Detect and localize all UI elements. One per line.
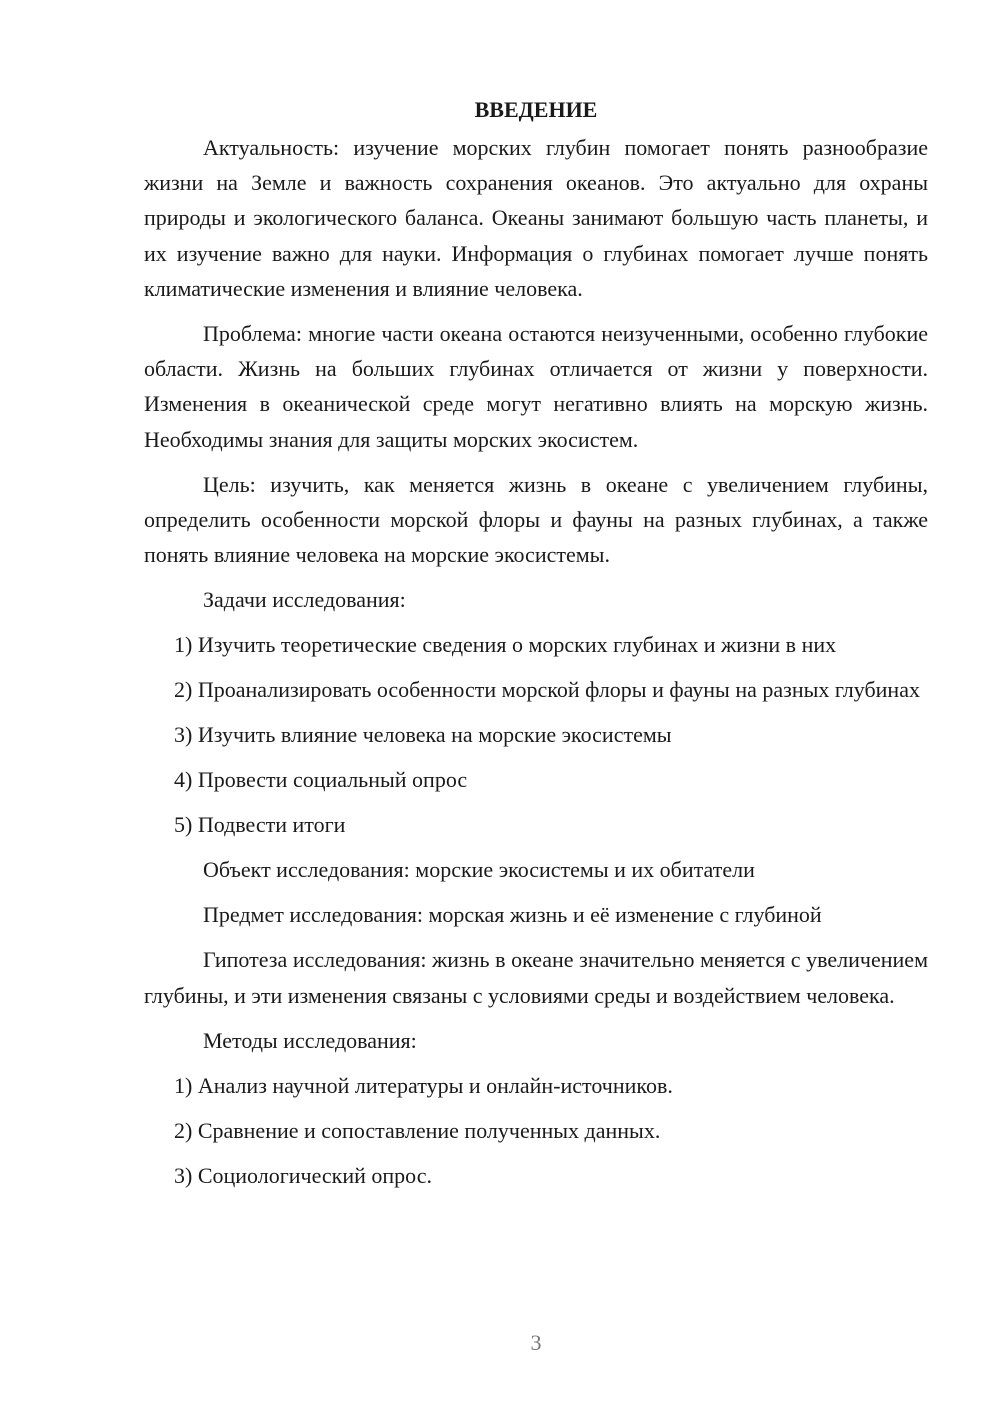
task-item: 3) Изучить влияние человека на морские экосистемы (174, 722, 672, 748)
problem-paragraph: Проблема: многие части океана остаются неизученными, особенно глубокие области. Жизнь на больших глубинах отличается от жизни у поверхности. Изменения в океанической среде могут негативно влиять на морскую жизнь. Необходимы знания для защиты морских экосистем. (144, 321, 928, 452)
goal-paragraph: Цель: изучить, как меняется жизнь в океане с увеличением глубины, определить особенности морской флоры и фауны на разных глубинах, а также понять влияние человека на морские экосистемы. (144, 471, 928, 568)
task-item: 5) Подвести итоги (174, 812, 346, 838)
page-heading: ВВЕДЕНИЕ (474, 97, 598, 122)
method-item: 1) Анализ научной литературы и онлайн-источников. (174, 1072, 673, 1098)
relevance-paragraph: Актуальность: изучение морских глубин помогает понять разнообразие жизни на Земле и важность сохранения океанов. Это актуально для охраны природы и экологического баланса. Океаны занимают большую часть планеты, и их изучение важно для науки. Информация о глубинах помогает лучше понять климатические изменения и влияние человека. (144, 135, 928, 301)
method-item: 3) Социологический опрос. (174, 1162, 432, 1188)
document-page (144, 92, 928, 1203)
task-item: 2) Проанализировать особенности морской флоры и фауны на разных глубинах (174, 677, 920, 703)
page-number: 3 (530, 1330, 542, 1355)
tasks-title: Задачи исследования: (203, 587, 406, 613)
object-line: Объект исследования: морские экосистемы и их обитатели (203, 857, 755, 883)
task-item: 4) Провести социальный опрос (174, 767, 468, 793)
subject-line: Предмет исследования: морская жизнь и её изменение с глубиной (203, 902, 822, 928)
methods-title: Методы исследования: (203, 1027, 417, 1053)
hypothesis-paragraph: Гипотеза исследования: жизнь в океане значительно меняется с увеличением глубины, и эти изменения связаны с условиями среды и воздействием человека. (144, 947, 928, 1008)
method-item: 2) Сравнение и сопоставление полученных данных. (174, 1117, 661, 1143)
task-item: 1) Изучить теоретические сведения о морских глубинах и жизни в них (174, 632, 837, 658)
